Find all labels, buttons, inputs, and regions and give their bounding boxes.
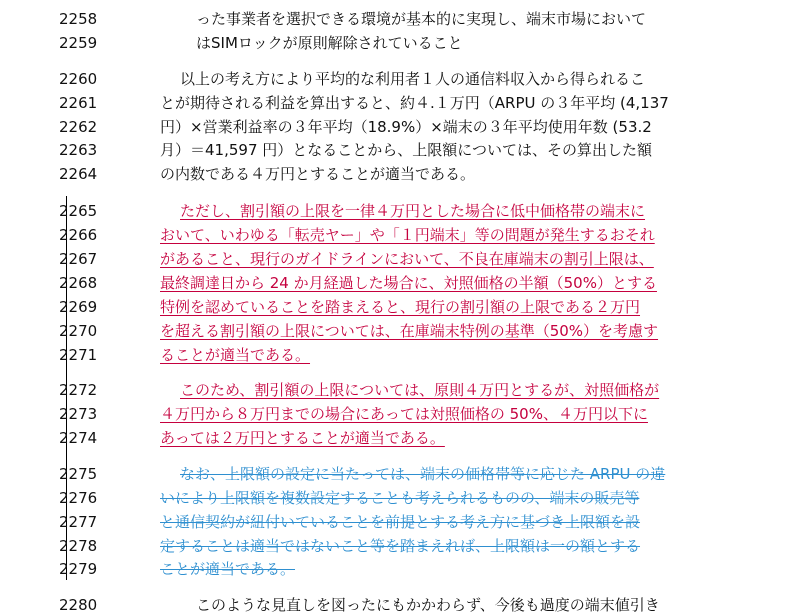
- inserted-text-line: ることが適当である。: [160, 346, 311, 364]
- line-number: 2269: [59, 298, 98, 316]
- line-number: 2263: [59, 141, 98, 159]
- deleted-text-line: いにより上限額を複数設定することも考えられるものの、端末の販売等: [160, 489, 640, 507]
- inserted-text-line: を超える割引額の上限については、在庫端末特例の基準（50%）を考慮す: [160, 322, 659, 340]
- inserted-text-line: ただし、割引額の上限を一律４万円とした場合に低中価格帯の端末に: [180, 202, 646, 220]
- text-line: はSIMロックが原則解除されていること: [196, 34, 463, 52]
- deleted-text-line: と通信契約が紐付いていることを前提とする考え方に基づき上限額を設: [160, 513, 641, 531]
- line-number: 2279: [59, 560, 98, 578]
- line-number: 2258: [59, 10, 98, 28]
- text-line: 円）×営業利益率の３年平均（18.9%）×端末の３年平均使用年数 (53.2: [160, 118, 652, 136]
- line-number: 2266: [59, 226, 98, 244]
- line-number: 2275: [59, 465, 98, 483]
- line-number: 2260: [59, 70, 98, 88]
- line-number: 2267: [59, 250, 98, 268]
- text-line: 以上の考え方により平均的な利用者１人の通信料収入から得られるこ: [180, 70, 646, 88]
- inserted-text-line: あっては２万円とすることが適当である。: [160, 429, 445, 447]
- deleted-text-line: 定することは適当ではないこと等を踏まえれば、上限額は一の額とする: [160, 537, 641, 555]
- line-number: 2264: [59, 165, 98, 183]
- line-number: 2265: [59, 202, 98, 220]
- line-number: 2280: [59, 596, 98, 614]
- line-number: 2270: [59, 322, 98, 340]
- line-number: 2277: [59, 513, 98, 531]
- inserted-text-line: おいて、いわゆる「転売ヤー」や「１円端末」等の問題が発生するおそれ: [160, 226, 655, 244]
- deleted-text-line: ことが適当である。: [160, 560, 296, 578]
- line-number: 2259: [59, 34, 98, 52]
- inserted-text-line: このため、割引額の上限については、原則４万円とするが、対照価格が: [180, 381, 660, 399]
- line-number: 2261: [59, 94, 98, 112]
- line-number: 2268: [59, 274, 98, 292]
- inserted-text-line: があること、現行のガイドラインにおいて、不良在庫端末の割引上限は、: [160, 250, 654, 268]
- line-number: 2271: [59, 346, 98, 364]
- line-number: 2276: [59, 489, 98, 507]
- inserted-text-line: 特例を認めていることを踏まえると、現行の割引額の上限である２万円: [160, 298, 641, 316]
- inserted-text-line: 最終調達日から 24 か月経過した場合に、対照価格の半額（50%）とする: [160, 274, 657, 292]
- line-number: 2273: [59, 405, 98, 423]
- line-number: 2262: [59, 118, 98, 136]
- text-line: の内数である４万円とすることが適当である。: [160, 165, 476, 183]
- inserted-text-line: ４万円から８万円までの場合にあっては対照価格の 50%、４万円以下に: [160, 405, 648, 423]
- line-number: 2278: [59, 537, 98, 555]
- deleted-text-line: なお、上限額の設定に当たっては、端末の価格帯等に応じた ARPU の違: [180, 465, 666, 483]
- text-line: 月）＝41,597 円）となることから、上限額については、その算出した額: [160, 141, 652, 159]
- text-line: った事業者を選択できる環境が基本的に実現し、端末市場において: [196, 10, 647, 28]
- text-line: このような見直しを図ったにもかかわらず、今後も過度の端末値引き: [196, 596, 660, 614]
- text-line: とが期待される利益を算出すると、約４.１万円（ARPU の３年平均 (4,137: [160, 94, 669, 112]
- line-number: 2272: [59, 381, 98, 399]
- line-number: 2274: [59, 429, 98, 447]
